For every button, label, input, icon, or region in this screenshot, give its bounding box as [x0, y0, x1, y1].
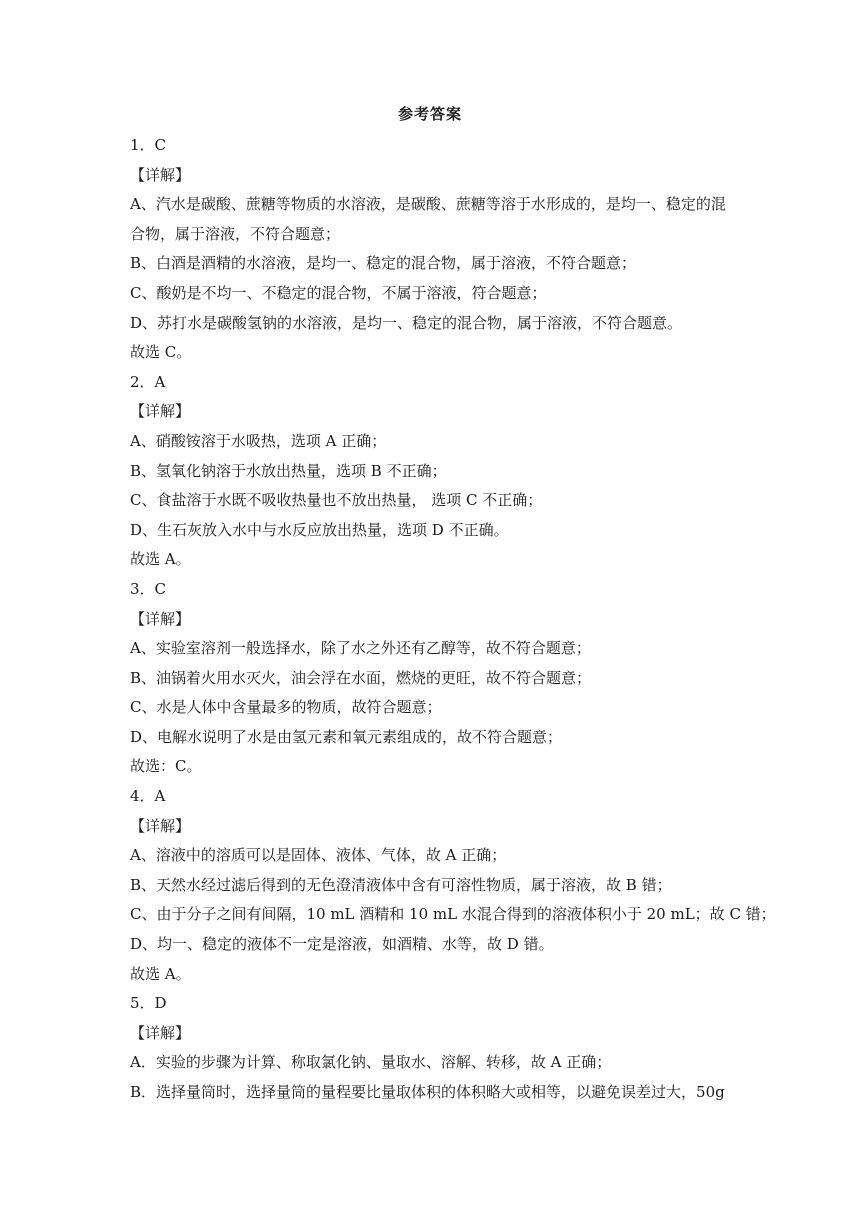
question-number: 4．A	[130, 787, 166, 806]
explanation-line: A、溶液中的溶质可以是固体、液体、气体，故 A 正确；	[130, 846, 507, 865]
explanation-line: B、氢氧化钠溶于水放出热量，选项 B 不正确；	[130, 461, 447, 480]
answer-content	[130, 131, 776, 1108]
question-number: 5．D	[130, 994, 167, 1013]
explanation-line: D、生石灰放入水中与水反应放出热量，选项 D 不正确。	[130, 520, 509, 539]
conclusion-line: 故选：C。	[130, 757, 202, 776]
explanation-line: D、均一、稳定的液体不一定是溶液，如酒精、水等，故 D 错。	[130, 935, 554, 954]
explanation-line: B．选择量筒时，选择量筒的量程要比量取体积的体积略大或相等，以避免误差过大，50g	[130, 1083, 725, 1101]
explanation-line: D、苏打水是碳酸氢钠的水溶液，是均一、稳定的混合物，属于溶液，不符合题意。	[130, 313, 683, 332]
question-number: 3．C	[130, 579, 167, 598]
detail-label: 【详解】	[130, 609, 191, 628]
detail-label: 【详解】	[130, 165, 191, 184]
question-2	[130, 368, 736, 575]
explanation-line: D、电解水说明了水是由氢元素和氧元素组成的，故不符合题意；	[130, 727, 563, 746]
question-4	[130, 782, 776, 989]
conclusion-line: 故选 A。	[130, 964, 191, 983]
explanation-line: C、食盐溶于水既不吸收热量也不放出热量， 选项 C 不正确；	[130, 491, 543, 510]
page-title: 参考答案	[397, 105, 462, 123]
explanation-line: C、酸奶是不均一、不稳定的混合物，不属于溶液，符合题意；	[130, 283, 547, 302]
explanation-line: B、白酒是酒精的水溶液，是均一、稳定的混合物，属于溶液，不符合题意；	[130, 254, 637, 273]
question-number: 2．A	[130, 372, 166, 391]
question-3	[130, 575, 736, 782]
conclusion-line: 故选 C。	[130, 343, 192, 362]
detail-label: 【详解】	[130, 816, 191, 835]
question-number: 1．C	[130, 136, 167, 154]
question-5	[130, 989, 736, 1107]
explanation-line: C、水是人体中含量最多的物质，故符合题意；	[130, 698, 442, 717]
explanation-line: C、由于分子之间有间隔，10 mL 酒精和 10 mL 水混合得到的溶液体积小于 20 mL；故 C 错；	[130, 905, 776, 924]
explanation-line: 合物，属于溶液，不符合题意；	[130, 224, 341, 243]
explanation-line: B、天然水经过滤后得到的无色澄清液体中含有可溶性物质，属于溶液，故 B 错；	[130, 875, 672, 894]
detail-label: 【详解】	[130, 402, 191, 421]
explanation-line: A、实验室溶剂一般选择水，除了水之外还有乙醇等，故不符合题意；	[130, 639, 591, 658]
explanation-line: A、硝酸铵溶于水吸热，选项 A 正确；	[130, 431, 387, 450]
explanation-line: B、油锅着火用水灭火，油会浮在水面，燃烧的更旺，故不符合题意；	[130, 668, 592, 687]
explanation-line: A、汽水是碳酸、蔗糖等物质的水溶液，是碳酸、蔗糖等溶于水形成的，是均一、稳定的混	[130, 195, 726, 214]
explanation-line: A．实验的步骤为计算、称取氯化钠、量取水、溶解、转移，故 A 正确；	[130, 1053, 612, 1072]
question-1	[130, 131, 736, 368]
conclusion-line: 故选 A。	[130, 550, 191, 569]
detail-label: 【详解】	[130, 1023, 191, 1042]
